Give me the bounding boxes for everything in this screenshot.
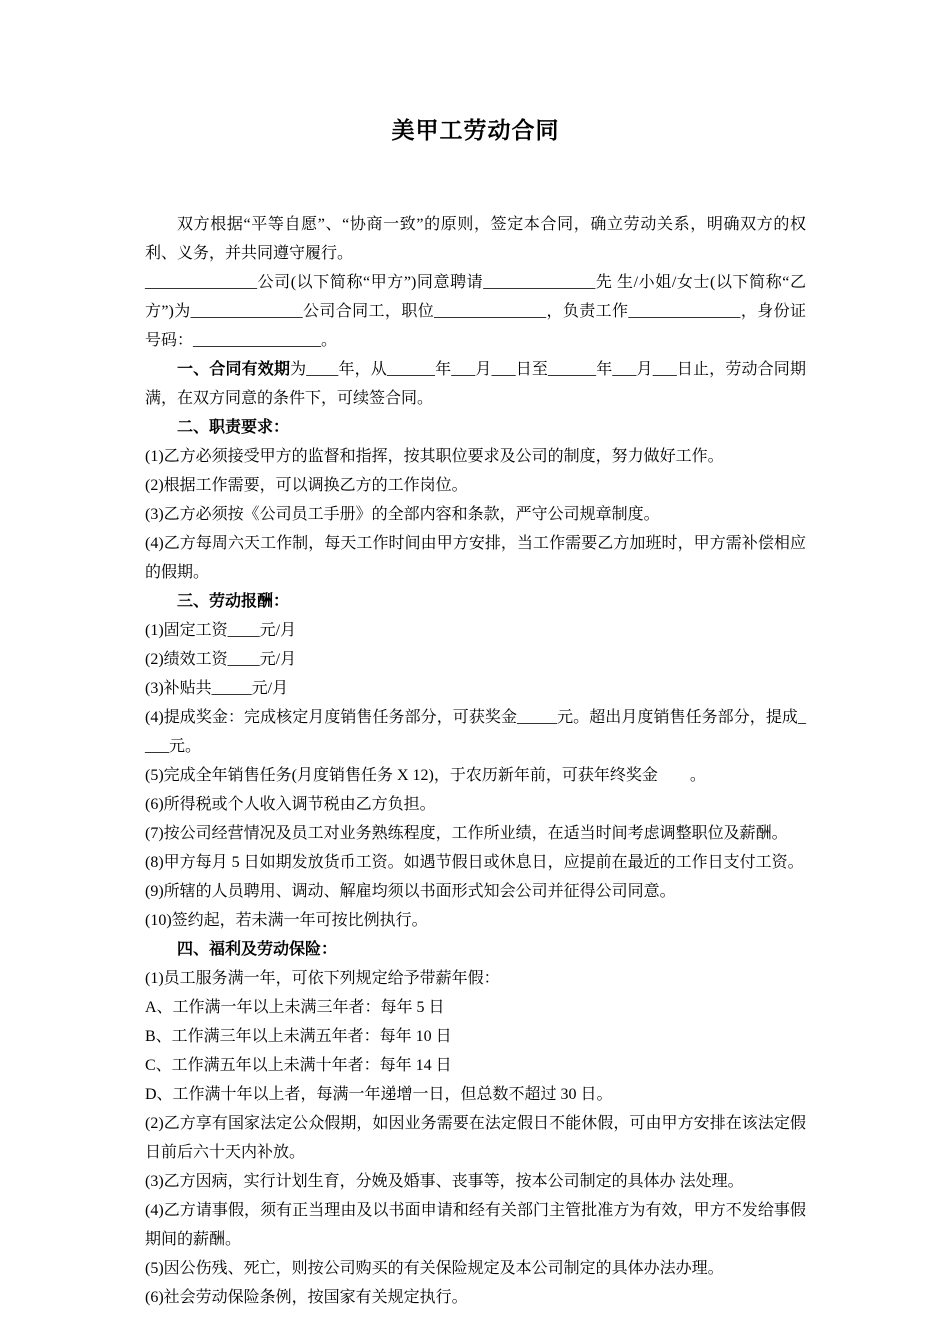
paragraph-segment: (9)所辖的人员聘用、调动、解雇均须以书面形式知会公司并征得公司同意。	[145, 883, 676, 900]
paragraph-segment: (4)乙方每周六天工作制，每天工作时间由甲方安排，当工作需要乙方加班时，甲方需补偿相应的假期。	[145, 535, 806, 581]
paragraph-segment: (2)根据工作需要，可以调换乙方的工作岗位。	[145, 477, 468, 494]
paragraph-bold-segment: 四、福利及劳动保险：	[177, 941, 338, 958]
item-3-4	[145, 703, 806, 761]
paragraph-segment: (5)完成全年销售任务(月度销售任务 X 12)，于农历新年前，可获年终奖金 。	[145, 767, 706, 784]
item-4-2	[145, 1109, 806, 1167]
paragraph-segment: A、工作满一年以上未满三年者：每年 5 日	[145, 999, 445, 1016]
paragraph-segment: C、工作满五年以上未满十年者：每年 14 日	[145, 1057, 452, 1074]
paragraph-segment: (1)固定工资____元/月	[145, 622, 297, 639]
item-3-7	[145, 819, 806, 848]
item-3-5	[145, 761, 806, 790]
item-4-5	[145, 1254, 806, 1283]
item-2-1	[145, 442, 806, 471]
paragraph-bold-segment: 三、劳动报酬：	[177, 593, 290, 610]
paragraph-segment: (1)员工服务满一年，可依下列规定给予带薪年假：	[145, 970, 500, 987]
paragraph-segment: (3)乙方因病，实行计划生育，分娩及婚事、丧事等，按本公司制定的具体办 法处理。	[145, 1173, 744, 1190]
paragraph-segment: (3)乙方必须按《公司员工手册》的全部内容和条款，严守公司规章制度。	[145, 506, 660, 523]
item-2-3	[145, 500, 806, 529]
paragraph-segment: (1)乙方必须接受甲方的监督和指挥，按其职位要求及公司的制度，努力做好工作。	[145, 448, 724, 465]
paragraph-segment: (8)甲方每月 5 日如期发放货币工资。如遇节假日或休息日，应提前在最近的工作日支付工资。	[145, 854, 804, 871]
item-3-1	[145, 616, 806, 645]
section-4-heading	[145, 935, 806, 964]
item-4-1-b	[145, 1022, 806, 1051]
document-body	[145, 210, 806, 1312]
item-2-4	[145, 529, 806, 587]
paragraph-segment: B、工作满三年以上未满五年者：每年 10 日	[145, 1028, 452, 1045]
paragraph-segment: (7)按公司经营情况及员工对业务熟练程度，工作所业绩，在适当时间考虑调整职位及薪酬。	[145, 825, 788, 842]
paragraph-segment: (2)乙方享有国家法定公众假期，如因业务需要在法定假日不能休假，可由甲方安排在该法定假日前后六十天内补放。	[145, 1115, 806, 1161]
item-3-2	[145, 645, 806, 674]
paragraph-bold-segment: 二、职责要求：	[177, 419, 290, 436]
item-4-6	[145, 1283, 806, 1312]
item-4-3	[145, 1167, 806, 1196]
item-2-2	[145, 471, 806, 500]
paragraph-segment: (6)所得税或个人收入调节税由乙方负担。	[145, 796, 436, 813]
item-4-1-c	[145, 1051, 806, 1080]
item-4-1	[145, 964, 806, 993]
document-title: 美甲工劳动合同	[391, 118, 560, 143]
paragraph-segment: (2)绩效工资____元/月	[145, 651, 297, 668]
paragraph-segment: (3)补贴共_____元/月	[145, 680, 289, 697]
paragraph-segment: (4)提成奖金：完成核定月度销售任务部分，可获奖金_____元。超出月度销售任务部分，提成____元。	[145, 709, 806, 755]
intro	[145, 210, 806, 268]
item-4-1-a	[145, 993, 806, 1022]
paragraph-segment: (4)乙方请事假，须有正当理由及以书面申请和经有关部门主管批准方为有效，甲方不发给事假期间的薪酬。	[145, 1202, 806, 1248]
paragraph-segment: D、工作满十年以上者，每满一年递增一日，但总数不超过 30 日。	[145, 1086, 613, 1103]
paragraph-segment: (5)因公伤残、死亡，则按公司购买的有关保险规定及本公司制定的具体办法办理。	[145, 1260, 724, 1277]
item-3-3	[145, 674, 806, 703]
paragraph-bold-segment: 一、合同有效期	[177, 361, 291, 378]
section-1-contract-term	[145, 355, 806, 413]
item-4-1-d	[145, 1080, 806, 1109]
paragraph-segment: (6)社会劳动保险条例，按国家有关规定执行。	[145, 1289, 468, 1306]
section-2-heading	[145, 413, 806, 442]
section-3-heading	[145, 587, 806, 616]
paragraph-segment: 为____年，从______年___月___日至______年___月___日止，劳动合同期满，在双方同意的条件下，可续签合同。	[145, 361, 806, 407]
parties-blanks	[145, 268, 806, 355]
item-3-10	[145, 906, 806, 935]
paragraph-segment: 双方根据“平等自愿”、“协商一致”的原则，签定本合同，确立劳动关系，明确双方的权利、义务，并共同遵守履行。	[145, 216, 806, 262]
paragraph-segment: ______________公司(以下简称“甲方”)同意聘请______________先 生/小姐/女士(以下简称“乙方”)为______________公司合同工，职位______________，负责工作______________，身份证号码：________________。	[145, 274, 806, 349]
item-3-6	[145, 790, 806, 819]
item-3-9	[145, 877, 806, 906]
item-3-8	[145, 848, 806, 877]
paragraph-segment: (10)签约起，若未满一年可按比例执行。	[145, 912, 428, 929]
item-4-4	[145, 1196, 806, 1254]
